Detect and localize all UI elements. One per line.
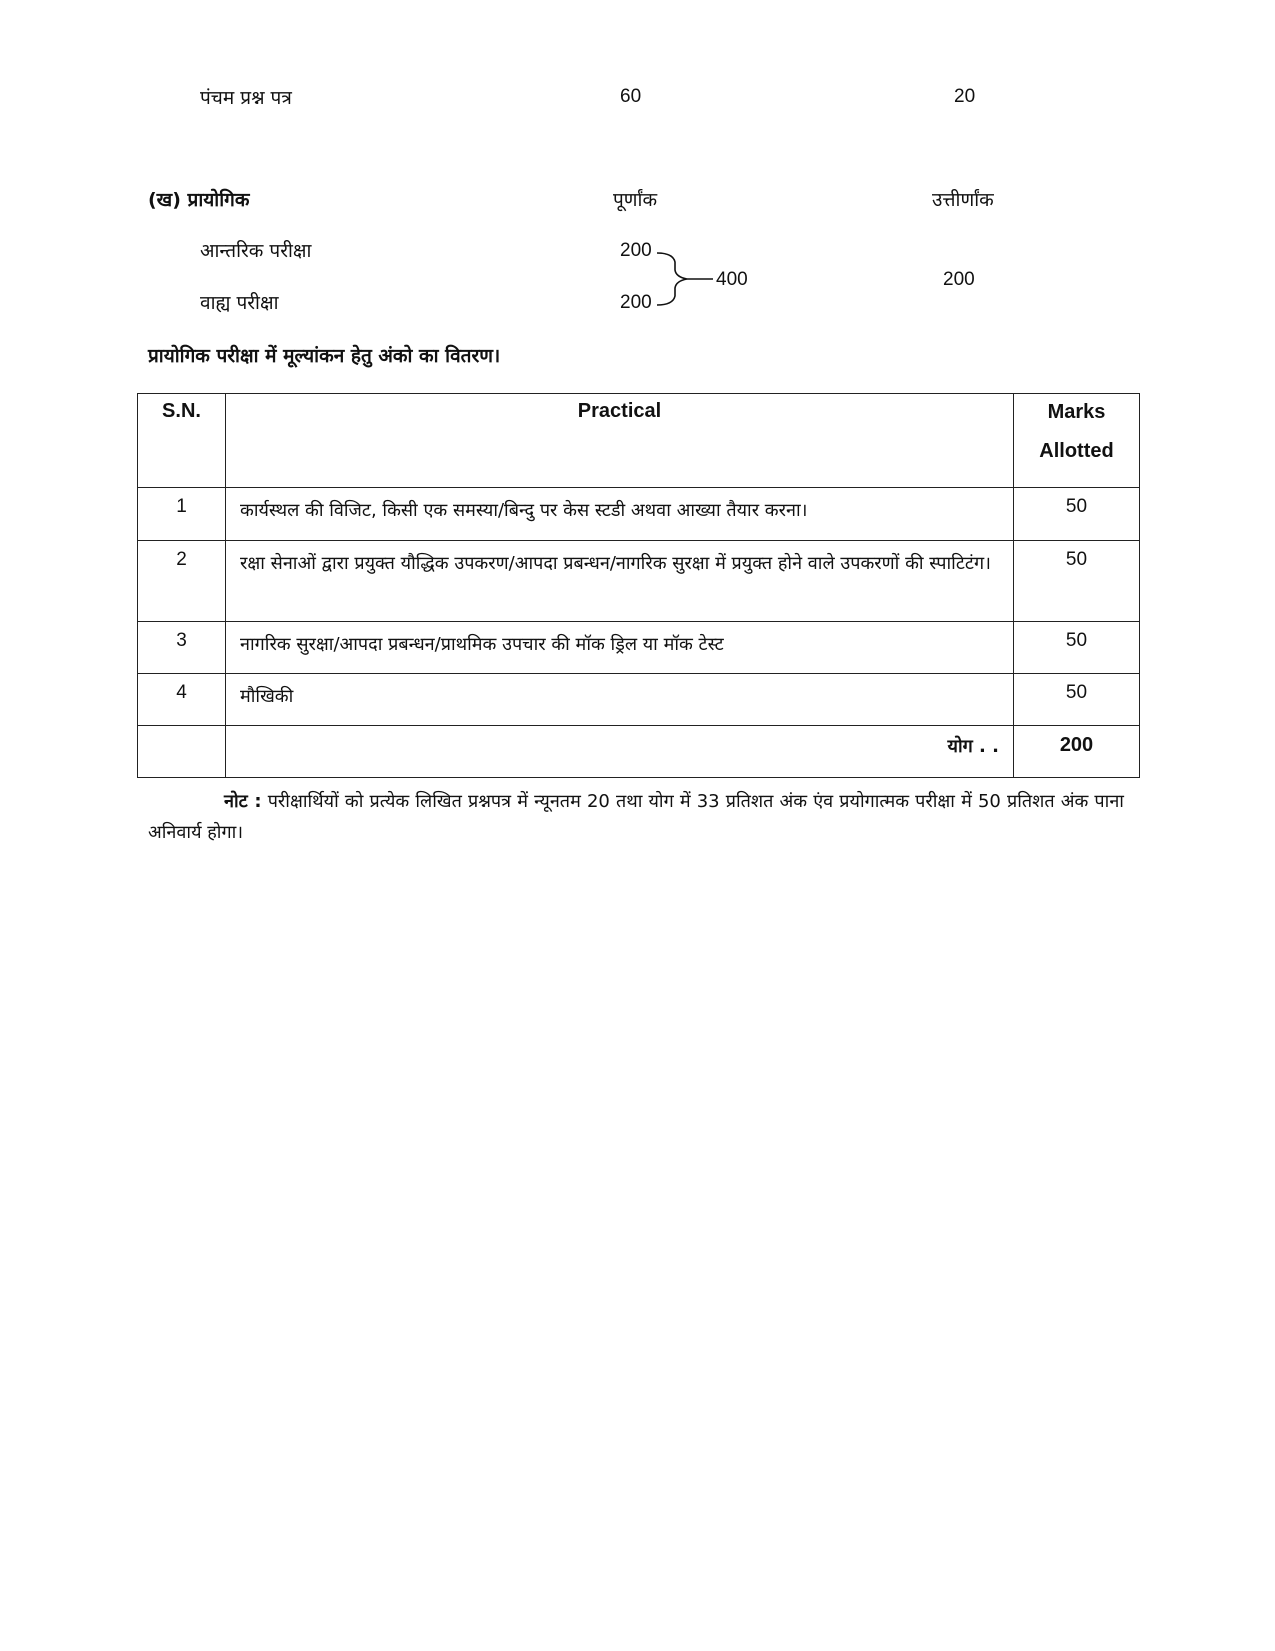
total-value: 200 [1014,726,1140,778]
fifth-paper-full-marks: 60 [620,86,642,107]
marks-allotted-header [1014,394,1140,488]
practical-section-title: (ख) प्रायोगिक [148,189,250,211]
row-marks: 50 [1014,674,1140,726]
row-practical: कार्यस्थल की विजिट, किसी एक समस्या/बिन्दु पर केस स्टडी अथवा आख्या तैयार करना। [226,488,1014,541]
table-row [138,541,1140,622]
row-sn: 4 [138,674,226,726]
distribution-heading: प्रायोगिक परीक्षा में मूल्यांकन हेतु अंको का वितरण। [148,345,501,367]
table-total-row [138,726,1140,778]
note-text: परीक्षार्थियों को प्रत्येक लिखित प्रश्नपत्र में न्यूनतम 20 तथा योग में 33 प्रतिशत अंक एंव प्रयोगात्मक परीक्षा में 50 प्रतिशत अंक पाना अनिवार्य होगा। [148,791,1124,843]
table-row [138,488,1140,541]
fifth-paper-pass-marks: 20 [954,86,976,107]
row-marks: 50 [1014,488,1140,541]
external-exam-marks: 200 [620,292,652,313]
table-header-row [138,394,1140,488]
table-row [138,674,1140,726]
row-sn: 3 [138,622,226,674]
marks-header-line1: Marks [1047,401,1106,423]
practical-marks-table [137,393,1140,778]
row-practical: रक्षा सेनाओं द्वारा प्रयुक्त यौद्धिक उपकरण/आपदा प्रबन्धन/नागरिक सुरक्षा में प्रयुक्त होने वाले उपकरणों की स्पाटिटंग। [226,541,1014,622]
external-exam-label: वाह्य परीक्षा [200,292,279,314]
row-practical: नागरिक सुरक्षा/आपदा प्रबन्धन/प्राथमिक उपचार की मॉक ड्रिल या मॉक टेस्ट [226,622,1014,674]
row-practical: मौखिकी [226,674,1014,726]
internal-exam-label: आन्तरिक परीक्षा [200,240,312,262]
practical-header: Practical [226,394,1014,488]
curly-brace-icon [655,250,715,310]
fifth-paper-label: पंचम प्रश्न पत्र [200,87,292,109]
full-marks-heading: पूर्णांक [613,189,658,211]
sn-header: S.N. [138,394,226,488]
row-sn: 2 [138,541,226,622]
note-label: नोट : [224,791,262,812]
pass-marks-heading: उत्तीर्णांक [932,189,994,211]
row-sn: 1 [138,488,226,541]
combined-pass-marks: 200 [943,269,975,290]
table-row [138,622,1140,674]
total-row-empty-cell [138,726,226,778]
total-label: योग . . [226,726,1014,778]
marks-header-line2: Allotted [1039,440,1114,462]
row-marks: 50 [1014,541,1140,622]
row-marks: 50 [1014,622,1140,674]
combined-total-marks: 400 [716,269,748,290]
internal-exam-marks: 200 [620,240,652,261]
note-paragraph [148,786,1124,848]
